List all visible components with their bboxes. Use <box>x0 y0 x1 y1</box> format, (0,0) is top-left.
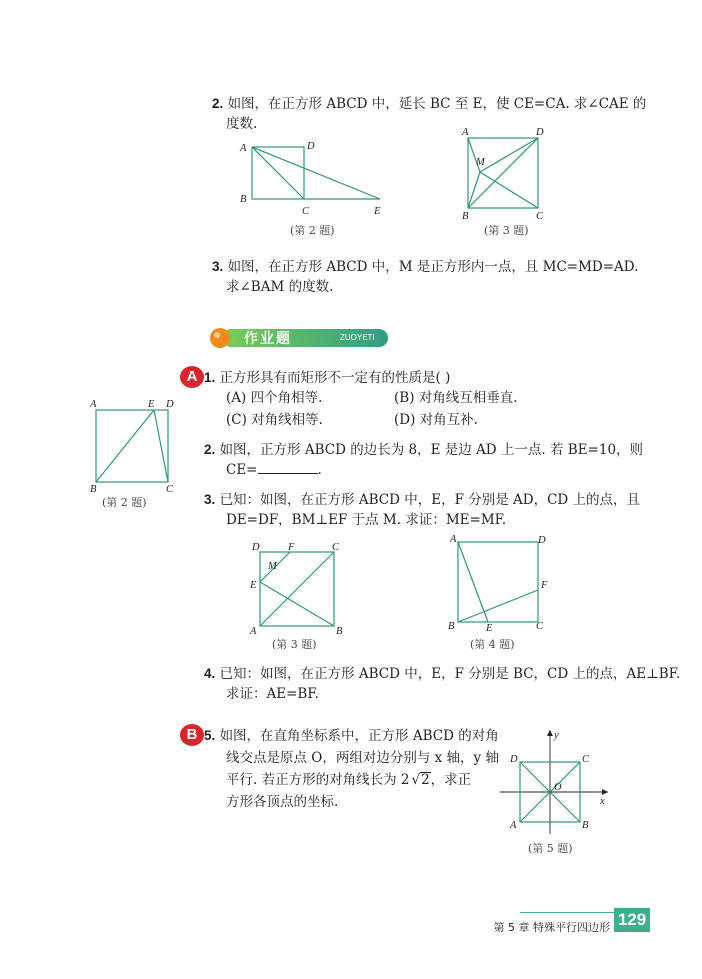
svg-text:F: F <box>288 542 295 553</box>
question-1-stem: 1. 正方形具有而矩形不一定有的性质是( ) <box>204 370 451 386</box>
svg-text:E: E <box>250 580 257 591</box>
question-5-line3: 平行. 若正方形的对角线长为 2 √2，求正 <box>226 772 472 788</box>
problem-3-line2: 求∠BAM 的度数. <box>226 279 334 295</box>
question-5-line2: 线交点是原点 O，两组对边分别与 x 轴，y 轴 <box>226 750 499 766</box>
problem-2-line2: 度数. <box>226 116 258 132</box>
svg-text:B: B <box>582 820 589 831</box>
svg-text:D: D <box>307 141 315 152</box>
svg-text:E: E <box>148 399 155 410</box>
svg-text:y: y <box>554 730 559 741</box>
question-5-line1: 5. 如图，在直角坐标系中，正方形 ABCD 的对角 <box>204 728 499 744</box>
figure-3-caption: (第 3 题) <box>484 224 529 237</box>
question-2-line2: CE= . <box>226 462 322 478</box>
svg-text:C: C <box>332 542 340 553</box>
svg-text:A: A <box>250 626 257 636</box>
problem-3-line1: 3. 如图，在正方形 ABCD 中，M 是正方形内一点，且 MC=MD=AD. <box>212 259 639 275</box>
svg-text:x: x <box>600 796 605 807</box>
svg-text:O: O <box>554 782 562 793</box>
question-3-line1: 3. 已知：如图，在正方形 ABCD 中，E，F 分别是 AD，CD 上的点，且 <box>204 492 641 508</box>
banner-title: 作业题 <box>244 331 292 347</box>
svg-text:C: C <box>302 206 310 217</box>
question-2-line1: 2. 如图，正方形 ABCD 的边长为 8，E 是边 AD 上一点. 若 BE=10，则 <box>204 442 644 458</box>
orange-ball-icon <box>210 328 230 348</box>
level-a-marker: A <box>180 366 204 388</box>
svg-text:B: B <box>90 484 97 495</box>
svg-text:D: D <box>510 754 518 765</box>
svg-text:A: A <box>450 534 457 545</box>
svg-text:C: C <box>166 484 174 495</box>
svg-text:A: A <box>462 127 469 138</box>
option-c: (C) 对角线相等. <box>226 412 323 428</box>
svg-text:E: E <box>486 623 493 632</box>
question-4-line1: 4. 已知：如图，在正方形 ABCD 中，E，F 分别是 BC，CD 上的点，AE⊥BF. <box>204 666 681 682</box>
svg-text:D: D <box>252 542 260 553</box>
page-number: 129 <box>614 908 650 932</box>
svg-text:D: D <box>538 535 546 546</box>
answer-blank[interactable] <box>258 461 318 474</box>
svg-text:B: B <box>448 621 455 632</box>
svg-text:B: B <box>462 211 469 222</box>
banner-pinyin: ZUOYETI <box>340 333 375 342</box>
svg-text:C: C <box>582 754 590 765</box>
level-b-marker: B <box>180 724 204 746</box>
figure-2-caption: (第 2 题) <box>290 224 335 237</box>
svg-text:A: A <box>240 143 247 154</box>
svg-text:B: B <box>336 626 343 636</box>
figure-q3-caption: (第 3 题) <box>272 638 317 651</box>
figure-question-2 <box>86 396 180 496</box>
figure-q2-caption: (第 2 题) <box>102 496 147 509</box>
svg-text:B: B <box>240 194 247 205</box>
figure-problem-2 <box>236 138 386 220</box>
svg-text:A: A <box>90 399 97 410</box>
svg-text:D: D <box>536 127 544 138</box>
question-3-line2: DE=DF，BM⊥EF 于点 M. 求证：ME=MF. <box>226 512 507 528</box>
question-5-line4: 方形各顶点的坐标. <box>226 794 339 810</box>
svg-text:C: C <box>536 211 544 222</box>
option-b: (B) 对角线互相垂直. <box>394 390 518 406</box>
figure-q5-caption: (第 5 题) <box>528 842 573 855</box>
svg-text:F: F <box>541 580 548 591</box>
svg-text:M: M <box>476 157 485 168</box>
footer-rule <box>520 912 616 913</box>
problem-2-line1: 2. 如图，在正方形 ABCD 中，延长 BC 至 E，使 CE=CA. 求∠CAE 的 <box>212 96 647 112</box>
svg-text:E: E <box>374 206 381 217</box>
svg-text:D: D <box>166 399 174 410</box>
svg-text:M: M <box>268 561 277 572</box>
figure-question-3 <box>246 538 346 636</box>
figure-q4-caption: (第 4 题) <box>470 638 515 651</box>
option-d: (D) 对角互补. <box>394 412 478 428</box>
question-4-line2: 求证：AE=BF. <box>226 686 319 702</box>
svg-text:A: A <box>510 820 517 831</box>
svg-text:C: C <box>536 621 544 632</box>
footer-chapter: 第 5 章 特殊平行四边形 <box>493 921 610 934</box>
figure-question-5 <box>496 726 616 838</box>
option-a: (A) 四个角相等. <box>226 390 323 406</box>
figure-question-4 <box>444 532 548 632</box>
figure-problem-3 <box>456 124 552 224</box>
homework-banner <box>208 326 390 348</box>
